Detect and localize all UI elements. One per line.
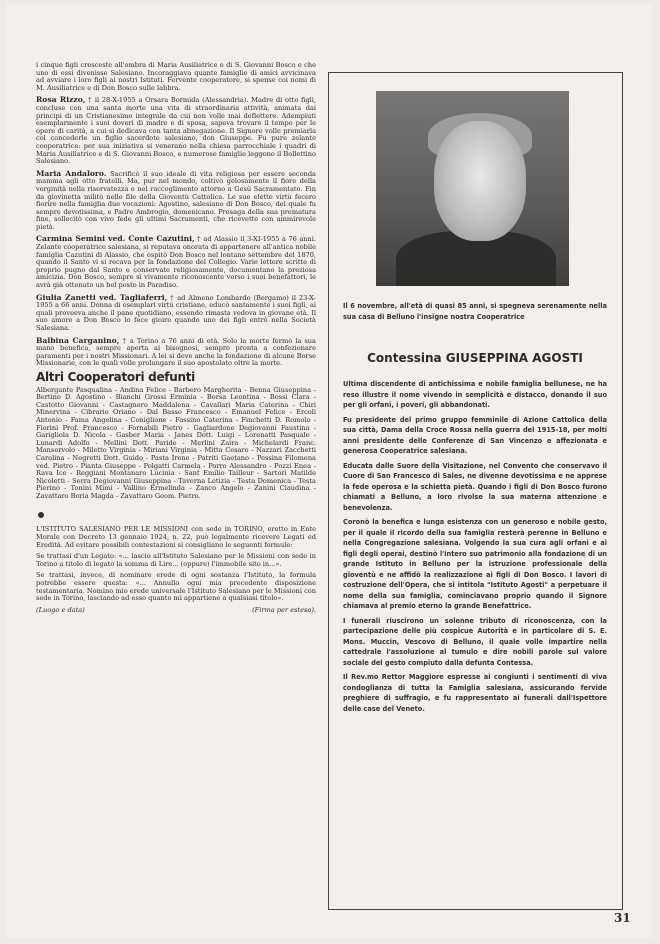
page <box>6 4 652 938</box>
page-number: 31 <box>614 911 631 925</box>
istituto-notice: L'ISTITUTO SALESIANO PER LE MISSIONI con sede in TORINO, eretto in Ente Morale con Decreto 13 gennaio 1924, n. 22, può legalmente ricevere Legati ed Eredità. Ad evitare possibili contestazioni si consigliano le seguenti formule: <box>36 525 316 549</box>
signature-label: (Firma per esteso). <box>252 605 316 614</box>
obituary-name: Balbina Carganino, <box>36 335 120 345</box>
obituary-text: Sacrificò il suo ideale di vita religiosa per essere seconda mamma agli otto fratelli. Ma, pur nel mondo, coltivò gelosamente il fiore della verginità nella riservatezza e nel raccoglimento attorno a Gesù Sacramentato. Fin da giovinetta militò nelle file della Gioventù Cattolica. Le sue elette virtù fecero fiorire nella famiglia due vocazioni: Agostino, salesiano di Don Bosco, del quale fu sempre devotissima, e Padre Ambrogio, domenicano. Presaga della sua prematura fine, sollecitò con vivo fede gli ultimi Sacramenti, che ricevette con ammirevole pietà. <box>36 169 316 231</box>
memorial-paragraph: I funerali riuscirono un solenne tributo di riconoscenza, con la partecipazione delle più cospicue Autorità e in particolare di S. E. Mons. Muccin, Vescovo di Belluno, il quale volle impartire nella cattedrale l'assoluzione al tumulo e dire nobili parole sul valore sociale del gesto compiuto dalla defunta Contessa. <box>343 616 607 667</box>
obituary-name: Giulia Zanetti ved. Tagliaferri, <box>36 292 168 302</box>
obituary-name: Rosa Rizzo, <box>36 95 86 105</box>
place-date-label: (Luogo e data) <box>36 605 85 614</box>
memorial-caption: Il 6 novembre, all'età di quasi 85 anni, si spegneva serenamente nella sua casa di Belluno l'insigne nostra Cooperatrice <box>343 302 607 321</box>
memorial-paragraph: Educata dalle Suore della Visitazione, nel Convento che conservavo il Cuore di San Francesco di Sales, ne divenne devotissima e ne apprese la fede operosa e la schietta pietà. Quando i figli di Don Bosco furono chiamati a Belluno, a loro rivolse la sua materna attenzione e benevolenza. <box>343 461 607 512</box>
intro-paragraph: i cinque figli cresceste all'ombra di Maria Ausiliatrice e di S. Giovanni Bosco e che uno di essi divenisse Salesiano. Incoraggiava quante famiglie di amici avvicinava ad avviare i loro figli ai nostri Istituti. Fervente cooperatore, si spense coi nomi di M. Ausiliatrice e di Don Bosco sulle labbra. <box>36 61 316 92</box>
obituary-text: † ad Almeno Lombardo (Bergamo) il 23-X-1955 a 66 anni. Donna di esemplari virtù cristiane, educò santamente i suoi figli, ai quali proveeva anche il pane quotidiano, essendo rimasta vedova in giovane età. Il suo amore a Don Bosco lo fece gioire quando uno dei figli entrò nella Società Salesiana. <box>36 293 316 332</box>
obituary-entry <box>36 170 316 232</box>
obituary-text: † ad Alassio il 3-XI-1955 a 76 anni. Zelante cooperatrice salesiana, si reputava onorata di appartenere all'antica nobile famiglia Cazutini di Alassio, che ospitò Don Bosco nel lontano settembre del 1870, quando il Santo vi si recava per la fondazione del Collegio. Varie lettere scritte di proprio pugno dal Santo e conservate religiosamente, documentano la preziosa amicizia. Don Bosco, sempre sì vivamente riconoscente verso i suoi benefattori, le avrà già ottenuto un bel posto in Paradiso. <box>36 235 316 290</box>
erede-formula: Se trattasi, invece, di nominare erede di ogni sostanza l'Istituto, la formula potrebbe essere questa: «... Annullo ogni mia precedente disposizione testamentaria. Nomino mio erede universale l'Istituto Salesiano per le Missioni con sede in Torino, lasciando ad esso quanto mi appartiene a qualsiasi titolo». <box>36 571 316 603</box>
memorial-paragraph: Ultima discendente di antichissima e nobile famiglia bellunese, ne ha reso illustre il nome vivendo in semplicità e distacco, donando il suo per gli orfani, i poveri, gli abbandonati. <box>343 380 607 409</box>
memorial-paragraph: Coronò la benefica e lunga esistenza con un generoso e nobile gesto, per il quale il ricordo della sua famiglia resterà perenne in Belluno e nella Congregazione salesiana. Volgendo la sua cura agli orfani e ai figli degli operai, destinò l'intero suo patrimonio alla fondazione di un grande Istituto in Belluno per la istruzione professionale della gioventù e ne affidò la realizzazione ai figli di Don Bosco. I lavori di costruzione dell'Opera, che si intitola "Istituto Agosti" a perpetuare il nome della sua famiglia, cominciavano proprio quando il Signore chiamava al premio eterno la grande Benefattrice. <box>343 518 607 610</box>
deceased-list: Albergante Pasqualina - Andina Felice - Barbero Margherita - Benna Giuseppina - Bertino D. Agostino - Bianchi Grossi Erminia - Borsa Leontina - Bossi Clara - Castotto Giovanni - Castagnero Maddalena - Cavallari Maria Caterina - Chiri Minervina - Cibrario Oriano - Dal Basso Francesco - Emanuel Felice - Ercoli Antonio - Fama Angelina - Coniglione - Fassino Caterina - Finchetti D. Romolo - Fiorini Prof. Francesco - Fornabili Pietro - Gagliardone Degiovanni Faustina - Garigliola D. Nicola - Gasber Maria - Janes Dott. Luigi - Lorenatti Pasquale - Lunardi Adolfo - Mellini Dott. Paride - Merlini Zaira - Michelardi Franc. Manservolo - Miletto Virginia - Miriani Virginia - Mitta Cesare - Nazzari Zacchetti Carolina - Negretti Dott. Guido - Pasta Irene - Patriti Gaetano - Pessina Filomena ved. Pietro - Pianta Giuseppe - Polgatti Carmela - Porro Alessandro - Pozzi Enea - Rava Ice - Reggiani Montanaro Lucinia - Sant Emilio Tailleur - Sartori Matilde Nicoletti - Serra Degiovanni Giuseppina - Taverna Letizia - Testa Domenica - Testa Pierino - Tonini Mimi - Vallino Ermelinda - Zanco Angelo - Zanini Claudina - Zavattaro Boria Magda - Zavattaro Geom. Pietro. <box>36 385 316 500</box>
memorial-body <box>343 379 607 718</box>
obituary-entry <box>36 96 316 165</box>
obituary-entry <box>36 294 316 333</box>
obituary-name: Maria Andaloro. <box>36 168 107 178</box>
portrait-face <box>434 121 526 241</box>
memorial-paragraph: Il Rev.mo Rettor Maggiore espresse ai congiunti i sentimenti di viva condoglianza di tutta la Famiglia salesiana, assicurando fervide preghiere di suffragio, e fu rappresentato ai funerali dall'Ispettore delle case del Veneto. <box>343 673 607 713</box>
memorial-box <box>328 72 623 910</box>
legato-formula: Se trattasi d'un Legato: «... lascio all'Istituto Salesiano per le Missioni con sede in Torino a titolo di legato la somma di Lire... (oppure) l'immobile sito in...». <box>36 552 316 568</box>
section-title: Altri Cooperatori defunti <box>36 369 195 384</box>
signature-line <box>36 607 316 615</box>
bullet-dot <box>38 512 44 518</box>
obituary-text: † il 28-X-1955 a Orsara Bormida (Alessandria). Madre di otto figli, concluse con una santa morte una vita di straordinaria attività, animata dai principi di un Cristianesimo integrale da cui non volle mai deflettere. Adempiuti esemplarmente i suoi doveri di madre e di sposa, sapeva trovare il tempo per le opere di carità, a cui si dedicava con tanta abnegazione. Il Signore volle premiarla col concederle un figlio sacerdote salesiano, don Giuseppe. Fu pure zelante cooperatrice: per sua iniziativa si venerano nella chiesa parrocchiale i quadri di Maria Ausiliatrice e di S. Giovanni Bosco, e numerose famiglie leggono il Bollettino Salesiano. <box>36 96 316 166</box>
memorial-title: Contessina GIUSEPPINA AGOSTI <box>367 351 583 365</box>
left-column <box>36 62 316 618</box>
obituary-entry <box>36 337 316 368</box>
portrait-photo <box>376 91 569 286</box>
obituary-entry <box>36 235 316 289</box>
obituary-name: Carmina Semini ved. Conte Cazutini, <box>36 234 195 244</box>
obituary-text: † a Torino a 76 anni di età. Solo la morte fermò la sua mano benefica, sempre aperta ai bisognosi, sempre pronta a confezionare paramenti per i nostri Missionari. A lei si deve anche la fondazione di alcune Borse Missionarie, con le quali volle prolungare il suo apostolato oltre la morte. <box>36 336 316 368</box>
memorial-paragraph: Fu presidente del primo gruppo femminile di Azione Cattolica della sua città, Dama della Croce Rossa nella guerra del 1915-18, per molti anni presidente delle Conferenze di San Vincenzo e affezionata e generosa Cooperatrice salesiana. <box>343 415 607 455</box>
